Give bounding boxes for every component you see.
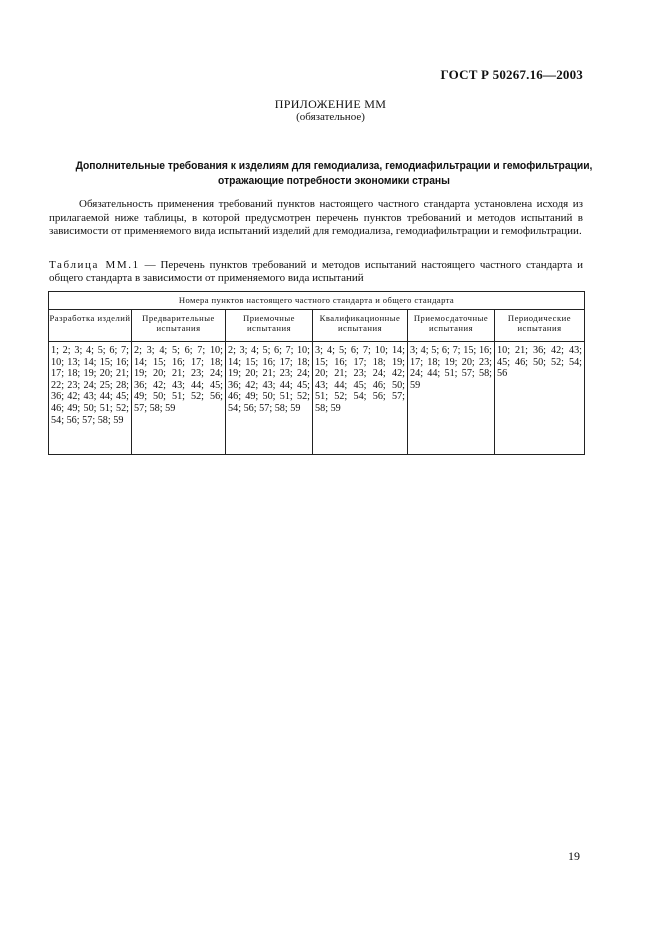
column-header-periodic: Периодические испытания [495,310,585,342]
section-heading-line-2: отражающие потребности экономики страны [218,175,450,187]
cell-delivery: 3; 4; 5; 6; 7; 15; 16; 17; 18; 19; 20; 23; 24; 44; 51; 57; 58; 59 [408,342,495,455]
appendix-title: ПРИЛОЖЕНИЕ ММ [274,97,387,111]
column-header-delivery: Приемосдаточные испытания [408,310,495,342]
table-span-header: Номера пунктов настоящего частного стандарта и общего стандарта [49,292,585,310]
cell-development: 1; 2; 3; 4; 5; 6; 7; 10; 13; 14; 15; 16; 17; 18; 19; 20; 21; 22; 23; 24; 25; 28; 36; 42; 43; 44; 45; 46; 49; 50; 51; 52; 54; 56; 57; 58; 59 [49,342,132,455]
section-heading-line-1: Дополнительные требования к изделиям для гемодиализа, гемодиафильтрации и гемофильтрации, [75,160,593,172]
page-number: 19 [568,849,580,863]
appendix-status: (обязательное) [296,111,365,123]
table-span-header-row [49,292,585,310]
body-paragraph: Обязательность применения требований пунктов настоящего частного стандарта установлена исходя из прилагаемой ниже таблицы, в которой предусмотрен перечень пунктов требований и методов испытаний в зависимости от применяемого вида испытаний изделий для гемодиализа, гемодиафильтрации и гемофильтрации. [49,198,583,238]
column-header-qualification: Квалификационные испытания [313,310,408,342]
table-caption-label: Таблица ММ.1 [49,259,140,271]
document-code: ГОСТ Р 50267.16—2003 [440,67,583,82]
cell-periodic: 10; 21; 36; 42; 43; 45; 46; 50; 52; 54; 56 [495,342,585,455]
table-caption-text: — Перечень пунктов требований и методов испытаний настоящего частного стандарта и общего стандарта в зависимости от применяемого вида испытаний [49,259,584,284]
requirements-table [48,291,585,455]
section-heading [73,159,596,189]
column-header-preliminary: Предварительные испытания [132,310,226,342]
cell-qualification: 3; 4; 5; 6; 7; 10; 14; 15; 16; 17; 18; 19; 20; 21; 23; 24; 42; 43; 44; 45; 46; 50; 51; 52; 54; 56; 57; 58; 59 [313,342,408,455]
table-caption [49,259,583,285]
column-header-acceptance: Приемочные испытания [226,310,313,342]
cell-preliminary: 2; 3; 4; 5; 6; 7; 10; 14; 15; 16; 17; 18; 19; 20; 21; 23; 24; 36; 42; 43; 44; 45; 49; 50; 51; 52; 56; 57; 58; 59 [132,342,226,455]
cell-acceptance: 2; 3; 4; 5; 6; 7; 10; 14; 15; 16; 17; 18; 19; 20; 21; 23; 24; 36; 42; 43; 44; 45; 46; 49; 50; 51; 52; 54; 56; 57; 58; 59 [226,342,313,455]
table-row [49,342,585,455]
table-column-header-row [49,310,585,342]
column-header-development: Разработка изделий [49,310,132,342]
